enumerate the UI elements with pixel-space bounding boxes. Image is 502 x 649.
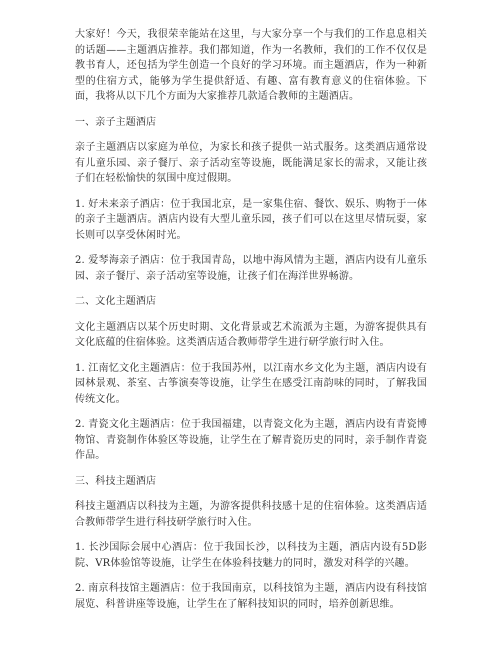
list-item: 2. 南京科技馆主题酒店：位于我国南京，以科技馆为主题，酒店内设有科技馆展览、科普讲座等设施，让学生在了解科技知识的同时，培养创新思维。 (75, 583, 427, 610)
list-item: 1. 江南忆文化主题酒店：位于我国苏州，以江南水乡文化为主题，酒店内设有园林景观、茶室、古筝演奏等设施，让学生在感受江南韵味的同时，了解我国传统文化。 (75, 362, 427, 405)
list-item: 1. 长沙国际会展中心酒店：位于我国长沙，以科技为主题，酒店内设有5D影院、VR体验馆等设施，让学生在体验科技魅力的同时，激发对科学的兴趣。 (75, 542, 427, 569)
list-item: 2. 爱琴海亲子酒店：位于我国青岛，以地中海风情为主题，酒店内设有儿童乐园、亲子餐厅、亲子活动室等设施，让孩子们在海洋世界畅游。 (75, 255, 427, 282)
section-heading-culture: 二、文化主题酒店 (75, 296, 157, 307)
section-heading-family: 一、亲子主题酒店 (75, 116, 157, 128)
section-heading-technology: 三、科技主题酒店 (75, 475, 157, 487)
section-description-family: 亲子主题酒店以家庭为单位，为家长和孩子提供一站式服务。这类酒店通常设有儿童乐园、亲子餐厅、亲子活动室等设施，既能满足家长的需求，又能让孩子们在轻松愉快的氛围中度过假期。 (75, 142, 427, 184)
intro-paragraph: 大家好！今天，我很荣幸能站在这里，与大家分享一个与我们的工作息息相关的话题——主题酒店推荐。我们都知道，作为一名教师，我们的工作不仅仅是教书育人，还包括为学生创造一个良好的学习环境。而主题酒店，作为一种新型的住宿方式，能够为学生提供舒适、有趣、富有教育意义的住宿体验。下面，我将从以下几个方面为大家推荐几款适合教师的主题酒店。 (75, 29, 427, 102)
list-item: 2. 青瓷文化主题酒店：位于我国福建，以青瓷文化为主题，酒店内设有青瓷博物馆、青瓷制作体验区等设施，让学生在了解青瓷历史的同时，亲手制作青瓷作品。 (75, 419, 427, 461)
list-item: 1. 好未来亲子酒店：位于我国北京，是一家集住宿、餐饮、娱乐、购物于一体的亲子主题酒店。酒店内设有大型儿童乐园，孩子们可以在这里尽情玩耍，家长则可以享受休闲时光。 (75, 198, 427, 241)
section-description-technology: 科技主题酒店以科技为主题，为游客提供科技感十足的住宿体验。这类酒店适合教师带学生进行科技研学旅行时入住。 (75, 501, 427, 528)
section-description-culture: 文化主题酒店以某个历史时期、文化背景或艺术流派为主题，为游客提供具有文化底蕴的住宿体验。这类酒店适合教师带学生进行研学旅行时入住。 (75, 321, 427, 348)
document-body (75, 27, 427, 612)
